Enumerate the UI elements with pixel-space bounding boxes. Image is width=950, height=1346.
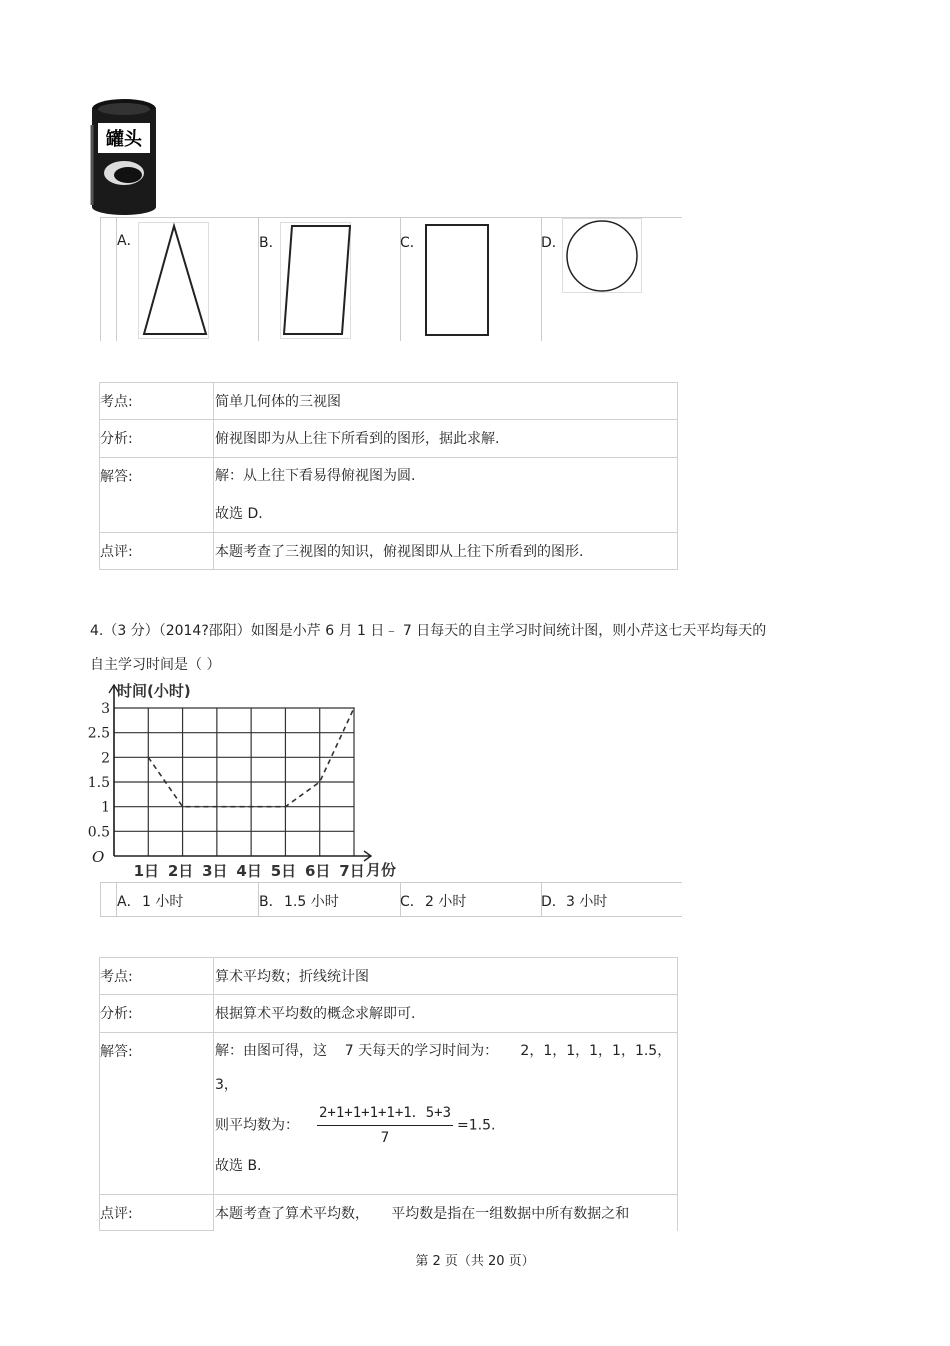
- y-tick-label: 2.5: [87, 725, 110, 742]
- q3-option-b-label: B．: [259, 235, 283, 251]
- data-point: [182, 806, 184, 808]
- formula-suffix: =1.5.: [457, 1117, 496, 1134]
- data-point: [353, 707, 355, 709]
- q4-option-c-text: 2 小时: [425, 894, 467, 910]
- x-axis-label: 月份: [366, 861, 397, 879]
- x-tick-label: 2日: [167, 862, 194, 880]
- q4-options-top-border: [100, 882, 682, 883]
- jieda-line: 解：由图可得，这 7 天每天的学习时间为： 2，1，1，1，1，1.5，: [215, 1043, 672, 1059]
- q4-option-a-text: 1 小时: [142, 894, 184, 910]
- q4-option-c-label: C．: [400, 894, 424, 910]
- jieda-line: 解：从上往下看易得俯视图为圆.: [215, 468, 416, 484]
- page-footer: 第 2 页（共 20 页）: [415, 1254, 535, 1269]
- q3-option-c-label: C．: [400, 235, 424, 251]
- fenxi-value: 俯视图即为从上往下所看到的图形，据此求解.: [214, 420, 678, 458]
- q4-options-bottom-border: [100, 916, 682, 917]
- jieda-line: 3，: [215, 1077, 238, 1093]
- q4-option-d-text: 3 小时: [566, 894, 608, 910]
- origin-label: O: [92, 848, 105, 866]
- q3-option-d-label: D．: [541, 235, 566, 251]
- study-time-line-chart: [86, 680, 406, 880]
- jieda-formula-line: [215, 1103, 677, 1148]
- q3-option-a-label: A．: [117, 233, 141, 249]
- y-tick-label: 3: [101, 701, 110, 717]
- y-tick-label: 2: [101, 750, 110, 767]
- kaodian-key: 考点:: [100, 958, 214, 995]
- x-tick-label: 3日: [202, 862, 228, 880]
- canned-food-image: [88, 95, 160, 217]
- jieda-line: 故选 D.: [215, 506, 263, 522]
- data-point: [216, 806, 218, 808]
- y-axis-label: 时间(小时): [117, 682, 191, 700]
- data-point: [285, 806, 287, 808]
- fraction-denominator: 7: [380, 1130, 390, 1146]
- jieda-key: 解答:: [100, 458, 214, 533]
- fraction: [317, 1103, 453, 1148]
- q4-option-b-label: B．: [259, 894, 283, 910]
- q4-options-divider: [100, 882, 101, 916]
- formula-prefix: 则平均数为：: [215, 1117, 299, 1134]
- fenxi-key: 分析:: [100, 420, 214, 458]
- x-tick-label: 5日: [270, 862, 297, 880]
- data-point: [147, 757, 149, 759]
- kaodian-key: 考点:: [100, 383, 214, 420]
- jieda-key: 解答:: [100, 1033, 214, 1195]
- kaodian-value: 算术平均数；折线统计图: [214, 958, 678, 995]
- parallelogram-shape: [280, 222, 354, 340]
- fenxi-value: 根据算术平均数的概念求解即可.: [214, 995, 678, 1033]
- x-tick-label: 6日: [304, 862, 331, 880]
- q3-analysis-table: [99, 382, 678, 570]
- y-tick-label: 1.5: [87, 775, 110, 791]
- circle-shape: [562, 218, 644, 296]
- q4-option-d-label: D．: [541, 894, 566, 910]
- q4-stem-line1: 4.（3 分）（2014?邵阳）如图是小芹 6 月 1 日﹣ 7 日每天的自主学习时间统计图，则小芹这七天平均每天的: [90, 623, 767, 639]
- dianping-value: 本题考查了三视图的知识，俯视图即从上往下所看到的图形.: [214, 533, 678, 570]
- dianping-key: 点评:: [100, 1195, 214, 1231]
- kaodian-value: 简单几何体的三视图: [214, 383, 678, 420]
- fenxi-key: 分析:: [100, 995, 214, 1033]
- x-tick-label: 4日: [236, 862, 262, 880]
- y-tick-label: 1: [101, 799, 110, 816]
- jieda-value: [214, 1033, 678, 1195]
- data-point: [250, 806, 252, 808]
- data-point: [319, 781, 321, 783]
- q4-analysis-table: [99, 957, 678, 1231]
- q4-option-b-text: 1.5 小时: [284, 894, 339, 910]
- rectangle-shape: [424, 222, 492, 340]
- q4-stem-line2: 自主学习时间是（ ）: [90, 657, 221, 673]
- x-tick-label: 1日: [133, 862, 160, 880]
- dianping-key: 点评:: [100, 533, 214, 570]
- y-tick-label: 0.5: [87, 824, 110, 841]
- can-label-text: 罐头: [106, 129, 142, 150]
- x-tick-label: 7日: [339, 862, 365, 880]
- triangle-shape: [138, 222, 212, 340]
- jieda-value: [214, 458, 678, 533]
- q4-option-a-label: A．: [117, 894, 141, 910]
- jieda-line: 故选 B.: [215, 1158, 262, 1174]
- q3-options-divider: [100, 217, 101, 341]
- fraction-numerator: 2+1+1+1+1+1．5+3: [317, 1103, 453, 1126]
- dianping-value: 本题考查了算术平均数， 平均数是指在一组数据中所有数据之和: [214, 1195, 678, 1231]
